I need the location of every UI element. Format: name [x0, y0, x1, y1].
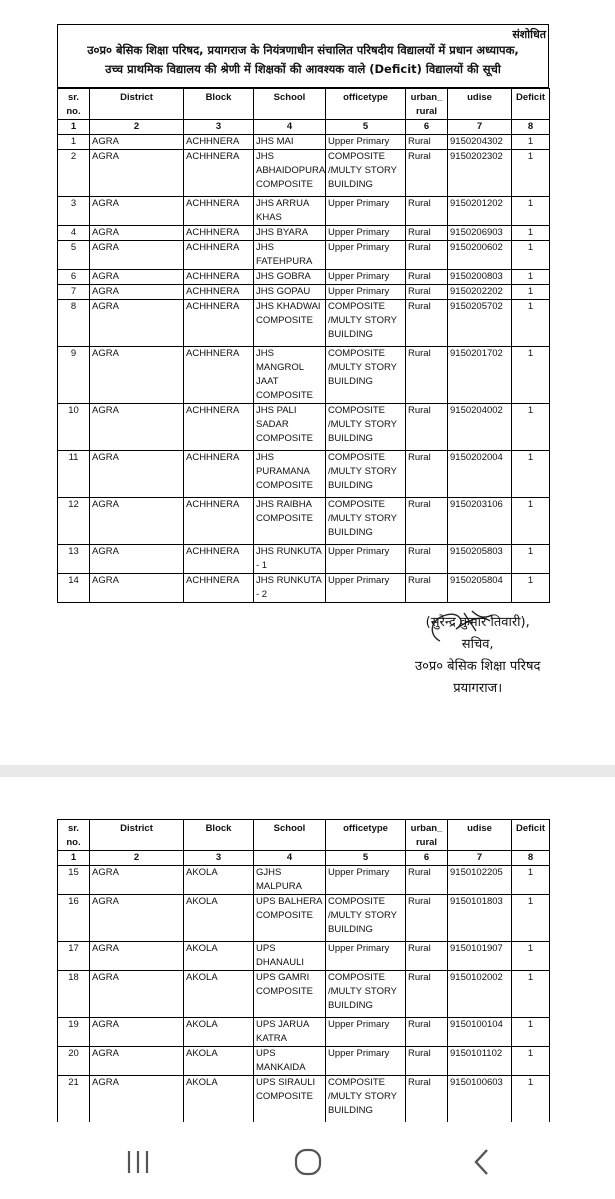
cell-block: ACHHNERA	[184, 545, 254, 574]
cell-sr-no: 20	[58, 1047, 90, 1076]
cell-district: AGRA	[90, 895, 184, 942]
cell-block: ACHHNERA	[184, 300, 254, 347]
cell-district: AGRA	[90, 1076, 184, 1123]
column-header-urban-rural: urban_ rural	[406, 89, 448, 120]
cell-sr-no: 5	[58, 241, 90, 270]
cell-officetype: COMPOSITE /MULTY STORY BUILDING	[326, 895, 406, 942]
cell-urban-rural: Rural	[406, 971, 448, 1018]
cell-school: UPS GAMRI COMPOSITE	[254, 971, 326, 1018]
cell-district: AGRA	[90, 1047, 184, 1076]
table-row	[58, 347, 550, 404]
cell-block: AKOLA	[184, 1047, 254, 1076]
cell-block: ACHHNERA	[184, 241, 254, 270]
cell-sr-no: 8	[58, 300, 90, 347]
page-separator	[0, 765, 615, 777]
column-number: 7	[448, 851, 512, 866]
column-number: 6	[406, 851, 448, 866]
cell-block: ACHHNERA	[184, 135, 254, 150]
cell-urban-rural: Rural	[406, 1047, 448, 1076]
table-row	[58, 300, 550, 347]
cell-block: AKOLA	[184, 942, 254, 971]
cell-block: ACHHNERA	[184, 498, 254, 545]
cell-deficit: 1	[512, 1076, 550, 1123]
document-header	[57, 24, 549, 88]
cell-udise: 9150101907	[448, 942, 512, 971]
cell-officetype: Upper Primary	[326, 1047, 406, 1076]
column-number: 3	[184, 851, 254, 866]
cell-sr-no: 17	[58, 942, 90, 971]
cell-deficit: 1	[512, 347, 550, 404]
column-header-urban-rural: urban_ rural	[406, 820, 448, 851]
cell-sr-no: 7	[58, 285, 90, 300]
signatory-place: प्रयागराज।	[453, 681, 503, 696]
cell-school: JHS PALI SADAR COMPOSITE	[254, 404, 326, 451]
cell-udise: 9150101803	[448, 895, 512, 942]
column-number: 8	[512, 120, 550, 135]
cell-block: ACHHNERA	[184, 285, 254, 300]
cell-udise: 9150100104	[448, 1018, 512, 1047]
cell-deficit: 1	[512, 270, 550, 285]
table-row	[58, 270, 550, 285]
cell-block: AKOLA	[184, 971, 254, 1018]
cell-school: JHS ARRUA KHAS	[254, 197, 326, 226]
cell-udise: 9150101102	[448, 1047, 512, 1076]
cell-sr-no: 2	[58, 150, 90, 197]
title-line-1: उ०प्र० बेसिक शिक्षा परिषद, प्रयागराज के नियंत्रणाधीन संचालित परिषदीय विद्यालयों में प्रधान अध्यापक,	[87, 43, 519, 57]
cell-urban-rural: Rural	[406, 574, 448, 603]
column-header-district: District	[90, 89, 184, 120]
table-row	[58, 135, 550, 150]
cell-sr-no: 11	[58, 451, 90, 498]
cell-block: ACHHNERA	[184, 197, 254, 226]
cell-urban-rural: Rural	[406, 498, 448, 545]
deficit-schools-table-1	[57, 88, 550, 603]
cell-block: AKOLA	[184, 1018, 254, 1047]
cell-block: ACHHNERA	[184, 404, 254, 451]
cell-deficit: 1	[512, 498, 550, 545]
cell-school: UPS MANKAIDA	[254, 1047, 326, 1076]
cell-udise: 9150205803	[448, 545, 512, 574]
cell-udise: 9150100603	[448, 1076, 512, 1123]
table-row	[58, 942, 550, 971]
cell-sr-no: 6	[58, 270, 90, 285]
cell-school: UPS BALHERA COMPOSITE	[254, 895, 326, 942]
cell-district: AGRA	[90, 135, 184, 150]
cell-sr-no: 12	[58, 498, 90, 545]
table-row	[58, 285, 550, 300]
cell-officetype: COMPOSITE /MULTY STORY BUILDING	[326, 971, 406, 1018]
column-header-sr-no: sr. no.	[58, 89, 90, 120]
cell-udise: 9150202004	[448, 451, 512, 498]
table-row	[58, 1076, 550, 1123]
cell-school: JHS PURAMANA COMPOSITE	[254, 451, 326, 498]
cell-urban-rural: Rural	[406, 135, 448, 150]
cell-officetype: COMPOSITE /MULTY STORY BUILDING	[326, 404, 406, 451]
cell-deficit: 1	[512, 942, 550, 971]
cell-school: JHS RUNKUTA - 1	[254, 545, 326, 574]
signatory-office: उ०प्र० बेसिक शिक्षा परिषद	[415, 659, 541, 674]
column-header-officetype: officetype	[326, 820, 406, 851]
cell-sr-no: 3	[58, 197, 90, 226]
cell-district: AGRA	[90, 226, 184, 241]
column-header-sr-no: sr. no.	[58, 820, 90, 851]
cell-deficit: 1	[512, 545, 550, 574]
table-row	[58, 197, 550, 226]
column-header-officetype: officetype	[326, 89, 406, 120]
cell-school: UPS SIRAULI COMPOSITE	[254, 1076, 326, 1123]
cell-block: ACHHNERA	[184, 347, 254, 404]
column-header-school: School	[254, 820, 326, 851]
cell-sr-no: 19	[58, 1018, 90, 1047]
cell-deficit: 1	[512, 866, 550, 895]
table-row	[58, 574, 550, 603]
cell-officetype: Upper Primary	[326, 1018, 406, 1047]
column-header-block: Block	[184, 820, 254, 851]
cell-officetype: Upper Primary	[326, 942, 406, 971]
cell-district: AGRA	[90, 545, 184, 574]
cell-block: ACHHNERA	[184, 150, 254, 197]
title-line-2: उच्च प्राथमिक विद्यालय की श्रेणी में शिक्षकों की आवश्यक वाले (Deficit) विद्यालयों की सूची	[105, 62, 501, 76]
cell-urban-rural: Rural	[406, 197, 448, 226]
cell-district: AGRA	[90, 451, 184, 498]
cell-officetype: COMPOSITE /MULTY STORY BUILDING	[326, 150, 406, 197]
cell-school: JHS MANGROL JAAT COMPOSITE	[254, 347, 326, 404]
table-row	[58, 545, 550, 574]
column-number: 5	[326, 851, 406, 866]
cell-school: JHS FATEHPURA	[254, 241, 326, 270]
cell-block: AKOLA	[184, 895, 254, 942]
cell-district: AGRA	[90, 285, 184, 300]
column-number: 6	[406, 120, 448, 135]
table-header-row	[58, 820, 550, 851]
cell-deficit: 1	[512, 574, 550, 603]
cell-udise: 9150102002	[448, 971, 512, 1018]
cell-sr-no: 14	[58, 574, 90, 603]
table-body	[58, 135, 550, 603]
cell-district: AGRA	[90, 347, 184, 404]
cell-urban-rural: Rural	[406, 347, 448, 404]
cell-officetype: Upper Primary	[326, 226, 406, 241]
cell-sr-no: 15	[58, 866, 90, 895]
cell-deficit: 1	[512, 1018, 550, 1047]
cell-deficit: 1	[512, 1047, 550, 1076]
cell-udise: 9150204302	[448, 135, 512, 150]
cell-sr-no: 13	[58, 545, 90, 574]
home-icon[interactable]	[288, 1142, 328, 1182]
table-row	[58, 895, 550, 942]
revised-stamp: संशोधित	[512, 28, 546, 41]
cell-deficit: 1	[512, 226, 550, 241]
cell-urban-rural: Rural	[406, 270, 448, 285]
cell-udise: 9150102205	[448, 866, 512, 895]
cell-district: AGRA	[90, 150, 184, 197]
cell-udise: 9150201702	[448, 347, 512, 404]
cell-school: UPS JARUA KATRA	[254, 1018, 326, 1047]
cell-school: JHS RAIBHA COMPOSITE	[254, 498, 326, 545]
cell-block: ACHHNERA	[184, 451, 254, 498]
cell-deficit: 1	[512, 150, 550, 197]
cell-deficit: 1	[512, 895, 550, 942]
cell-block: AKOLA	[184, 866, 254, 895]
cell-udise: 9150204002	[448, 404, 512, 451]
cell-school: JHS GOPAU	[254, 285, 326, 300]
column-number: 1	[58, 120, 90, 135]
cell-school: UPS DHANAULI	[254, 942, 326, 971]
cell-urban-rural: Rural	[406, 1018, 448, 1047]
cell-deficit: 1	[512, 451, 550, 498]
cell-school: JHS ABHAIDOPURA COMPOSITE	[254, 150, 326, 197]
column-number: 5	[326, 120, 406, 135]
table-row	[58, 226, 550, 241]
cell-urban-rural: Rural	[406, 545, 448, 574]
cell-urban-rural: Rural	[406, 451, 448, 498]
cell-sr-no: 4	[58, 226, 90, 241]
column-header-school: School	[254, 89, 326, 120]
table-row	[58, 1018, 550, 1047]
cell-urban-rural: Rural	[406, 150, 448, 197]
cell-urban-rural: Rural	[406, 300, 448, 347]
cell-deficit: 1	[512, 404, 550, 451]
cell-officetype: Upper Primary	[326, 270, 406, 285]
document-page-2	[0, 777, 615, 1122]
column-header-deficit: Deficit	[512, 89, 550, 120]
cell-udise: 9150202202	[448, 285, 512, 300]
cell-udise: 9150205804	[448, 574, 512, 603]
deficit-schools-table-2	[57, 819, 550, 1138]
table-row	[58, 1047, 550, 1076]
cell-deficit: 1	[512, 197, 550, 226]
column-header-district: District	[90, 820, 184, 851]
column-number: 3	[184, 120, 254, 135]
cell-block: AKOLA	[184, 1076, 254, 1123]
cell-officetype: Upper Primary	[326, 574, 406, 603]
cell-deficit: 1	[512, 971, 550, 1018]
document-title	[64, 41, 542, 79]
signature-block	[415, 612, 540, 700]
cell-udise: 9150205702	[448, 300, 512, 347]
table-row	[58, 498, 550, 545]
table-row	[58, 451, 550, 498]
cell-sr-no: 16	[58, 895, 90, 942]
signatory-name: (सुरेन्द्र कुमार तिवारी),	[425, 615, 530, 630]
cell-block: ACHHNERA	[184, 270, 254, 285]
table-row	[58, 150, 550, 197]
cell-deficit: 1	[512, 285, 550, 300]
cell-sr-no: 9	[58, 347, 90, 404]
cell-block: ACHHNERA	[184, 574, 254, 603]
table-body	[58, 866, 550, 1138]
column-number: 4	[254, 851, 326, 866]
cell-district: AGRA	[90, 404, 184, 451]
cell-officetype: Upper Primary	[326, 135, 406, 150]
cell-udise: 9150202302	[448, 150, 512, 197]
table-row	[58, 866, 550, 895]
cell-district: AGRA	[90, 270, 184, 285]
column-header-udise: udise	[448, 820, 512, 851]
cell-sr-no: 10	[58, 404, 90, 451]
cell-district: AGRA	[90, 498, 184, 545]
column-header-deficit: Deficit	[512, 820, 550, 851]
cell-urban-rural: Rural	[406, 895, 448, 942]
table-row	[58, 404, 550, 451]
column-number: 2	[90, 851, 184, 866]
column-number: 1	[58, 851, 90, 866]
cell-urban-rural: Rural	[406, 285, 448, 300]
signatory-designation: सचिव,	[461, 637, 494, 652]
cell-district: AGRA	[90, 942, 184, 971]
column-number: 8	[512, 851, 550, 866]
cell-udise: 9150200803	[448, 270, 512, 285]
cell-deficit: 1	[512, 300, 550, 347]
cell-udise: 9150206903	[448, 226, 512, 241]
cell-district: AGRA	[90, 866, 184, 895]
cell-school: JHS KHADWAI COMPOSITE	[254, 300, 326, 347]
column-number-row	[58, 120, 550, 135]
cell-sr-no: 18	[58, 971, 90, 1018]
cell-officetype: Upper Primary	[326, 866, 406, 895]
cell-school: JHS MAI	[254, 135, 326, 150]
cell-district: AGRA	[90, 1018, 184, 1047]
cell-urban-rural: Rural	[406, 942, 448, 971]
cell-urban-rural: Rural	[406, 1076, 448, 1123]
table-header-row	[58, 89, 550, 120]
cell-school: JHS RUNKUTA - 2	[254, 574, 326, 603]
cell-urban-rural: Rural	[406, 241, 448, 270]
cell-officetype: COMPOSITE /MULTY STORY BUILDING	[326, 451, 406, 498]
table-row	[58, 971, 550, 1018]
cell-sr-no: 21	[58, 1076, 90, 1123]
cell-urban-rural: Rural	[406, 404, 448, 451]
column-number: 7	[448, 120, 512, 135]
cell-school: GJHS MALPURA	[254, 866, 326, 895]
cell-deficit: 1	[512, 241, 550, 270]
back-icon[interactable]	[462, 1142, 502, 1182]
cell-udise: 9150203106	[448, 498, 512, 545]
cell-officetype: Upper Primary	[326, 241, 406, 270]
column-header-block: Block	[184, 89, 254, 120]
cell-district: AGRA	[90, 574, 184, 603]
cell-school: JHS GOBRA	[254, 270, 326, 285]
cell-udise: 9150201202	[448, 197, 512, 226]
column-header-udise: udise	[448, 89, 512, 120]
cell-officetype: COMPOSITE /MULTY STORY BUILDING	[326, 347, 406, 404]
cell-officetype: Upper Primary	[326, 285, 406, 300]
recent-apps-icon[interactable]	[118, 1142, 158, 1182]
column-number: 2	[90, 120, 184, 135]
cell-block: ACHHNERA	[184, 226, 254, 241]
cell-officetype: Upper Primary	[326, 197, 406, 226]
cell-district: AGRA	[90, 197, 184, 226]
cell-officetype: Upper Primary	[326, 545, 406, 574]
cell-officetype: COMPOSITE /MULTY STORY BUILDING	[326, 498, 406, 545]
cell-district: AGRA	[90, 971, 184, 1018]
cell-urban-rural: Rural	[406, 226, 448, 241]
cell-deficit: 1	[512, 135, 550, 150]
cell-udise: 9150200602	[448, 241, 512, 270]
cell-sr-no: 1	[58, 135, 90, 150]
column-number-row	[58, 851, 550, 866]
cell-officetype: COMPOSITE /MULTY STORY BUILDING	[326, 300, 406, 347]
cell-district: AGRA	[90, 241, 184, 270]
cell-urban-rural: Rural	[406, 866, 448, 895]
cell-district: AGRA	[90, 300, 184, 347]
column-number: 4	[254, 120, 326, 135]
android-navigation-bar	[0, 1122, 615, 1199]
cell-school: JHS BYARA	[254, 226, 326, 241]
table-row	[58, 241, 550, 270]
cell-officetype: COMPOSITE /MULTY STORY BUILDING	[326, 1076, 406, 1123]
